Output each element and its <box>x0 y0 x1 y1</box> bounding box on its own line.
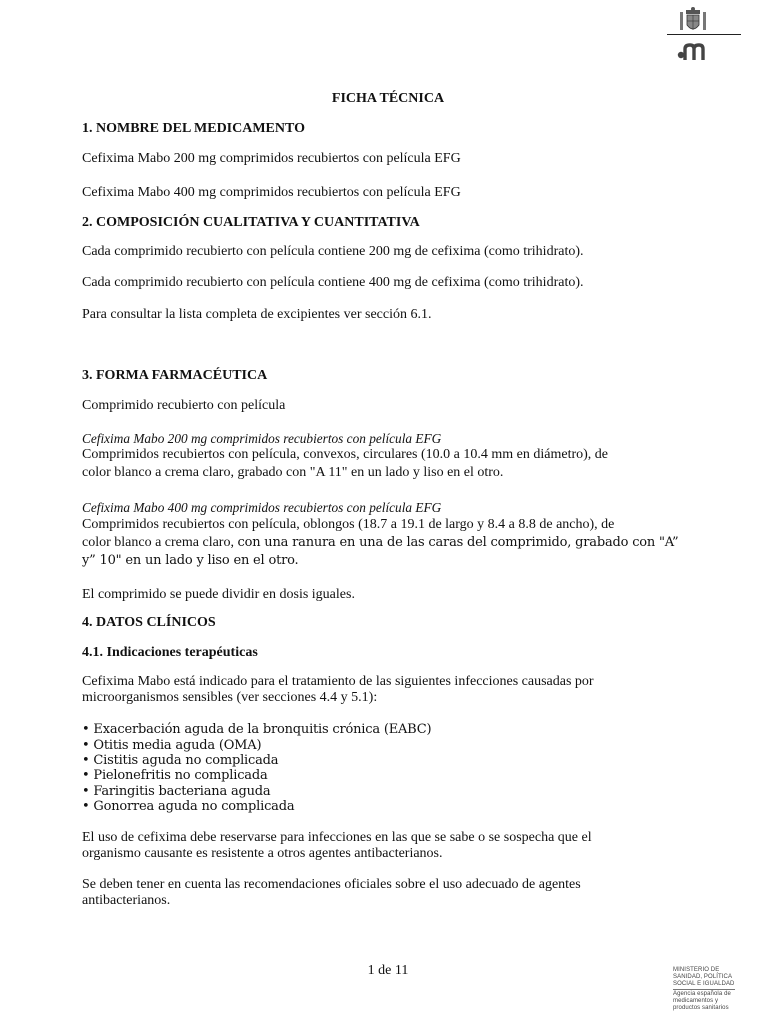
indications-paragraph-line: Cefixima Mabo está indicado para el tratamiento de las siguientes infecciones causadas por <box>82 674 594 689</box>
section-2-paragraph: Cada comprimido recubierto con película contiene 400 mg de cefixima (como trihidrato). <box>82 275 584 290</box>
list-item: • Otitis media aguda (OMA) <box>82 738 262 753</box>
description-text: con una ranura en una de las caras del comprimido, grabado con "A” <box>237 535 679 550</box>
document-title: FICHA TÉCNICA <box>331 91 445 106</box>
indications-paragraph-line: microorganismos sensibles (ver secciones 4.4 y 5.1): <box>82 690 378 705</box>
section-1-paragraph: Cefixima Mabo 200 mg comprimidos recubiertos con película EFG <box>82 151 461 166</box>
list-item: • Pielonefritis no complicada <box>82 768 268 783</box>
list-item: • Cistitis aguda no complicada <box>82 753 279 768</box>
description-text: color blanco a crema claro, <box>82 535 238 550</box>
header-rule <box>667 34 741 35</box>
agency-logo-icon <box>676 40 708 62</box>
section-3-description-line <box>82 534 679 551</box>
ministry-footer <box>673 967 741 1012</box>
section-3-description-line: Comprimidos recubiertos con película, oblongos (18.7 a 19.1 de largo y 8.4 a 8.8 de ancho), de <box>82 517 615 532</box>
list-item: • Gonorrea aguda no complicada <box>82 799 295 814</box>
ministry-line: MINISTERIO DE <box>673 967 720 973</box>
section-3-paragraph: El comprimido se puede dividir en dosis iguales. <box>82 587 355 602</box>
ministry-line: SOCIAL E IGUALDAD <box>673 981 735 987</box>
section-1-heading: 1. NOMBRE DEL MEDICAMENTO <box>82 121 305 136</box>
agency-line: productos sanitarios <box>673 1005 729 1011</box>
ministry-divider <box>673 989 735 990</box>
indications-paragraph-line: organismo causante es resistente a otros agentes antibacterianos. <box>82 846 443 861</box>
page-number: 1 de 11 <box>367 963 409 978</box>
section-2-paragraph: Cada comprimido recubierto con película contiene 200 mg de cefixima (como trihidrato). <box>82 244 584 259</box>
section-3-description-line: color blanco a crema claro, grabado con "A 11" en un lado y liso en el otro. <box>82 465 504 480</box>
section-3-heading: 3. FORMA FARMACÉUTICA <box>82 368 268 383</box>
section-4-1-heading: 4.1. Indicaciones terapéuticas <box>82 645 258 660</box>
section-3-description-line: Comprimidos recubiertos con película, convexos, circulares (10.0 a 10.4 mm en diámetro), de <box>82 447 609 462</box>
ministry-line: SANIDAD, POLÍTICA <box>673 974 733 980</box>
list-item: • Exacerbación aguda de la bronquitis crónica (EABC) <box>82 722 432 737</box>
section-2-paragraph: Para consultar la lista completa de excipientes ver sección 6.1. <box>82 307 432 322</box>
section-4-heading: 4. DATOS CLÍNICOS <box>82 615 216 630</box>
indications-paragraph-line: antibacterianos. <box>82 893 171 908</box>
agency-line: medicamentos y <box>673 998 719 1004</box>
section-2-heading: 2. COMPOSICIÓN CUALITATIVA Y CUANTITATIVA <box>82 215 420 230</box>
section-3-paragraph: Comprimido recubierto con película <box>82 398 286 413</box>
indications-paragraph-line: El uso de cefixima debe reservarse para infecciones en las que se sabe o se sospecha que el <box>82 830 592 845</box>
section-3-description-line: y” 10" en un lado y liso en el otro. <box>82 553 299 568</box>
section-1-paragraph: Cefixima Mabo 400 mg comprimidos recubiertos con película EFG <box>82 185 461 200</box>
indications-paragraph-line: Se deben tener en cuenta las recomendaciones oficiales sobre el uso adecuado de agentes <box>82 877 581 892</box>
coat-of-arms-icon <box>678 6 708 34</box>
list-item: • Faringitis bacteriana aguda <box>82 784 271 799</box>
section-3-subheading: Cefixima Mabo 200 mg comprimidos recubiertos con película EFG <box>82 431 442 446</box>
agency-line: Agencia española de <box>673 991 731 997</box>
section-3-subheading: Cefixima Mabo 400 mg comprimidos recubiertos con película EFG <box>82 500 442 515</box>
